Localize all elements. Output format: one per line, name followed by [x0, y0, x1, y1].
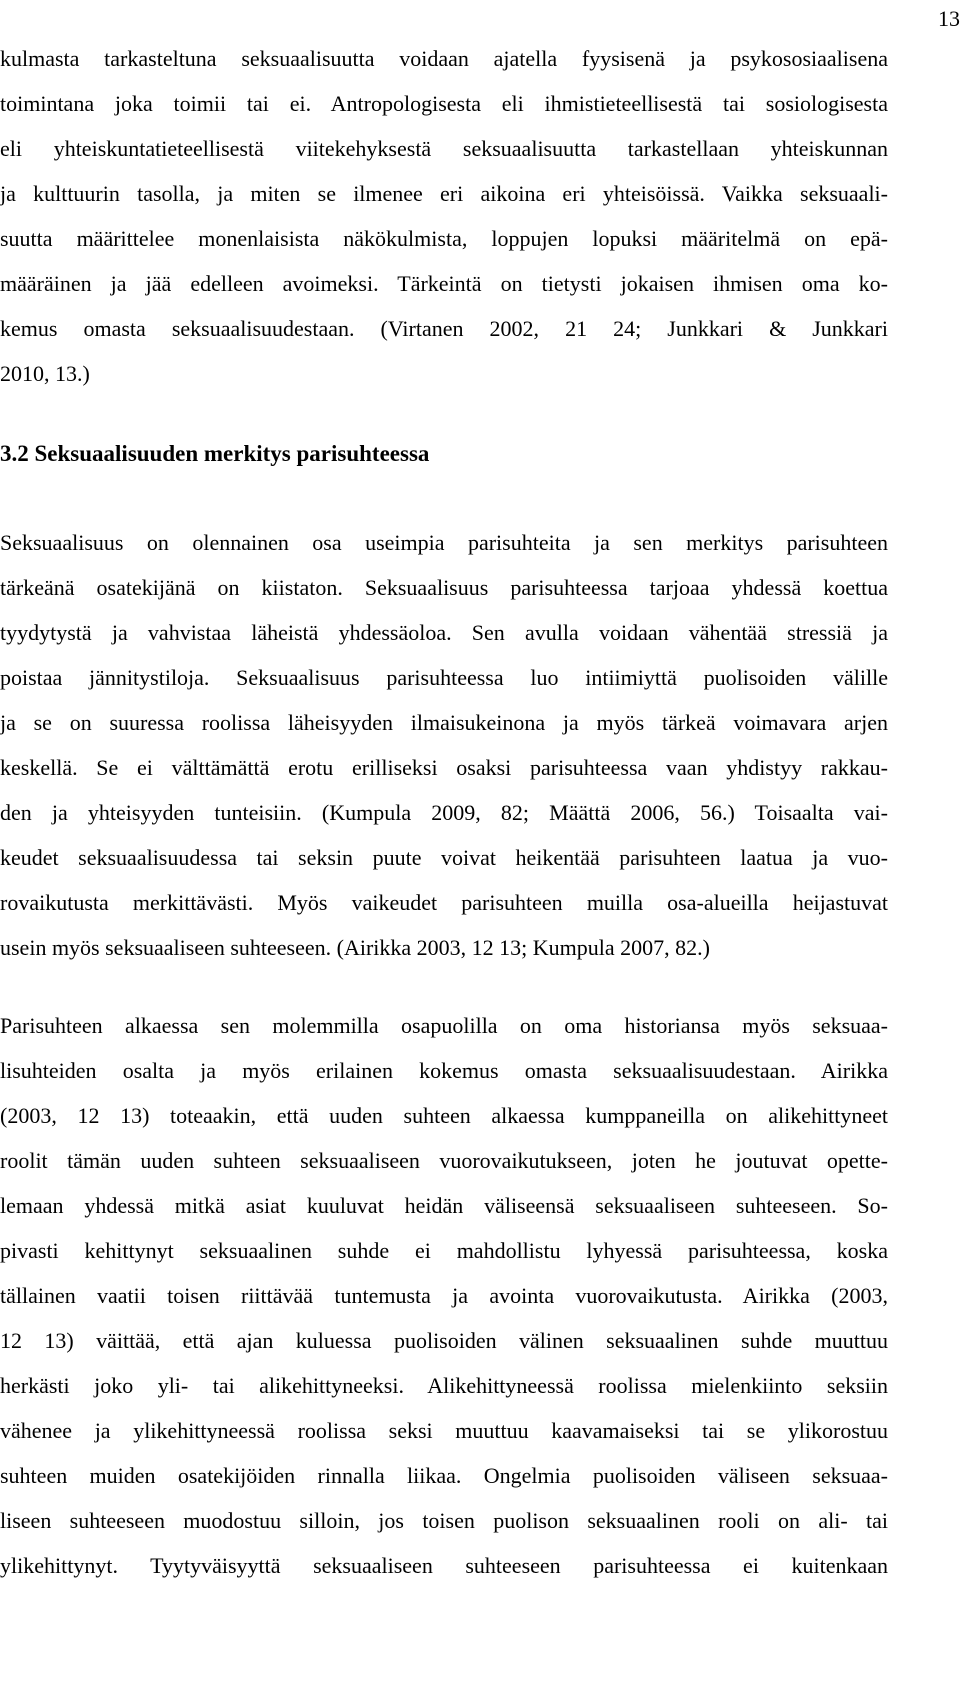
text-line: suutta määrittelee monenlaisista näkökulmista, loppujen lopuksi määritelmä on epä- — [0, 226, 888, 251]
text-line: rovaikutusta merkittävästi. Myös vaikeudet parisuhteen muilla osa-alueilla heijastuvat — [0, 890, 888, 915]
text-line: roolit tämän uuden suhteen seksuaaliseen vuorovaikutukseen, joten he joutuvat opette- — [0, 1148, 888, 1173]
text-line: ylikehittynyt. Tyytyväisyyttä seksuaaliseen suhteeseen parisuhteessa ei kuitenkaan — [0, 1553, 888, 1578]
text-line: kulmasta tarkasteltuna seksuaalisuutta voidaan ajatella fyysisenä ja psykososiaalisena — [0, 46, 888, 71]
text-line: (2003, 12 13) toteaakin, että uuden suhteen alkaessa kumppaneilla on alikehittyneet — [0, 1103, 888, 1128]
text-line: tärkeänä osatekijänä on kiistaton. Seksuaalisuus parisuhteessa tarjoaa yhdessä koettua — [0, 575, 888, 600]
text-line: keudet seksuaalisuudessa tai seksin puute voivat heikentää parisuhteen laatua ja vuo- — [0, 845, 888, 870]
text-line: poistaa jännitystiloja. Seksuaalisuus parisuhteessa luo intiimiyttä puolisoiden välille — [0, 665, 888, 690]
text-line: herkästi joko yli- tai alikehittyneeksi. Alikehittyneessä roolissa mielenkiinto seksiin — [0, 1373, 888, 1398]
text-line: suhteen muiden osatekijöiden rinnalla liikaa. Ongelmia puolisoiden väliseen seksuaa- — [0, 1463, 888, 1488]
text-line: eli yhteiskuntatieteellisestä viitekehyksestä seksuaalisuutta tarkastellaan yhteiskunnan — [0, 136, 888, 161]
text-line: 2010, 13.) — [0, 361, 90, 386]
section-heading: 3.2 Seksuaalisuuden merkitys parisuhteessa — [0, 441, 430, 466]
text-line: keskellä. Se ei välttämättä erotu erilliseksi osaksi parisuhteessa vaan yhdistyy rakkau- — [0, 755, 888, 780]
text-line: määräinen ja jää edelleen avoimeksi. Tärkeintä on tietysti jokaisen ihmisen oma ko- — [0, 271, 888, 296]
text-line: usein myös seksuaaliseen suhteeseen. (Airikka 2003, 12 13; Kumpula 2007, 82.) — [0, 935, 710, 960]
text-line: lisuhteiden osalta ja myös erilainen kokemus omasta seksuaalisuudestaan. Airikka — [0, 1058, 888, 1083]
text-line: 12 13) väittää, että ajan kuluessa puolisoiden välinen seksuaalinen suhde muuttuu — [0, 1328, 888, 1353]
text-line: den ja yhteisyyden tunteisiin. (Kumpula 2009, 82; Määttä 2006, 56.) Toisaalta vai- — [0, 800, 888, 825]
page-number: 13 — [938, 6, 960, 31]
text-line: Seksuaalisuus on olennainen osa useimpia parisuhteita ja sen merkitys parisuhteen — [0, 530, 888, 555]
text-line: vähenee ja ylikehittyneessä roolissa seksi muuttuu kaavamaiseksi tai se ylikorostuu — [0, 1418, 888, 1443]
text-line: tällainen vaatii toisen riittävää tuntemusta ja avointa vuorovaikutusta. Airikka (2003, — [0, 1283, 888, 1308]
text-line: toimintana joka toimii tai ei. Antropologisesta eli ihmistieteellisestä tai sosiologisesta — [0, 91, 888, 116]
text-line: kemus omasta seksuaalisuudestaan. (Virtanen 2002, 21 24; Junkkari & Junkkari — [0, 316, 888, 341]
text-line: pivasti kehittynyt seksuaalinen suhde ei mahdollistu lyhyessä parisuhteessa, koska — [0, 1238, 888, 1263]
text-line: ja se on suuressa roolissa läheisyyden ilmaisukeinona ja myös tärkeä voimavara arjen — [0, 710, 888, 735]
text-line: ja kulttuurin tasolla, ja miten se ilmenee eri aikoina eri yhteisöissä. Vaikka seksuaali- — [0, 181, 888, 206]
text-line: tyydytystä ja vahvistaa läheistä yhdessäoloa. Sen avulla voidaan vähentää stressiä ja — [0, 620, 888, 645]
text-line: lemaan yhdessä mitkä asiat kuuluvat heidän väliseensä seksuaaliseen suhteeseen. So- — [0, 1193, 888, 1218]
text-line: liseen suhteeseen muodostuu silloin, jos toisen puolison seksuaalinen rooli on ali- tai — [0, 1508, 888, 1533]
text-line: Parisuhteen alkaessa sen molemmilla osapuolilla on oma historiansa myös seksuaa- — [0, 1013, 888, 1038]
